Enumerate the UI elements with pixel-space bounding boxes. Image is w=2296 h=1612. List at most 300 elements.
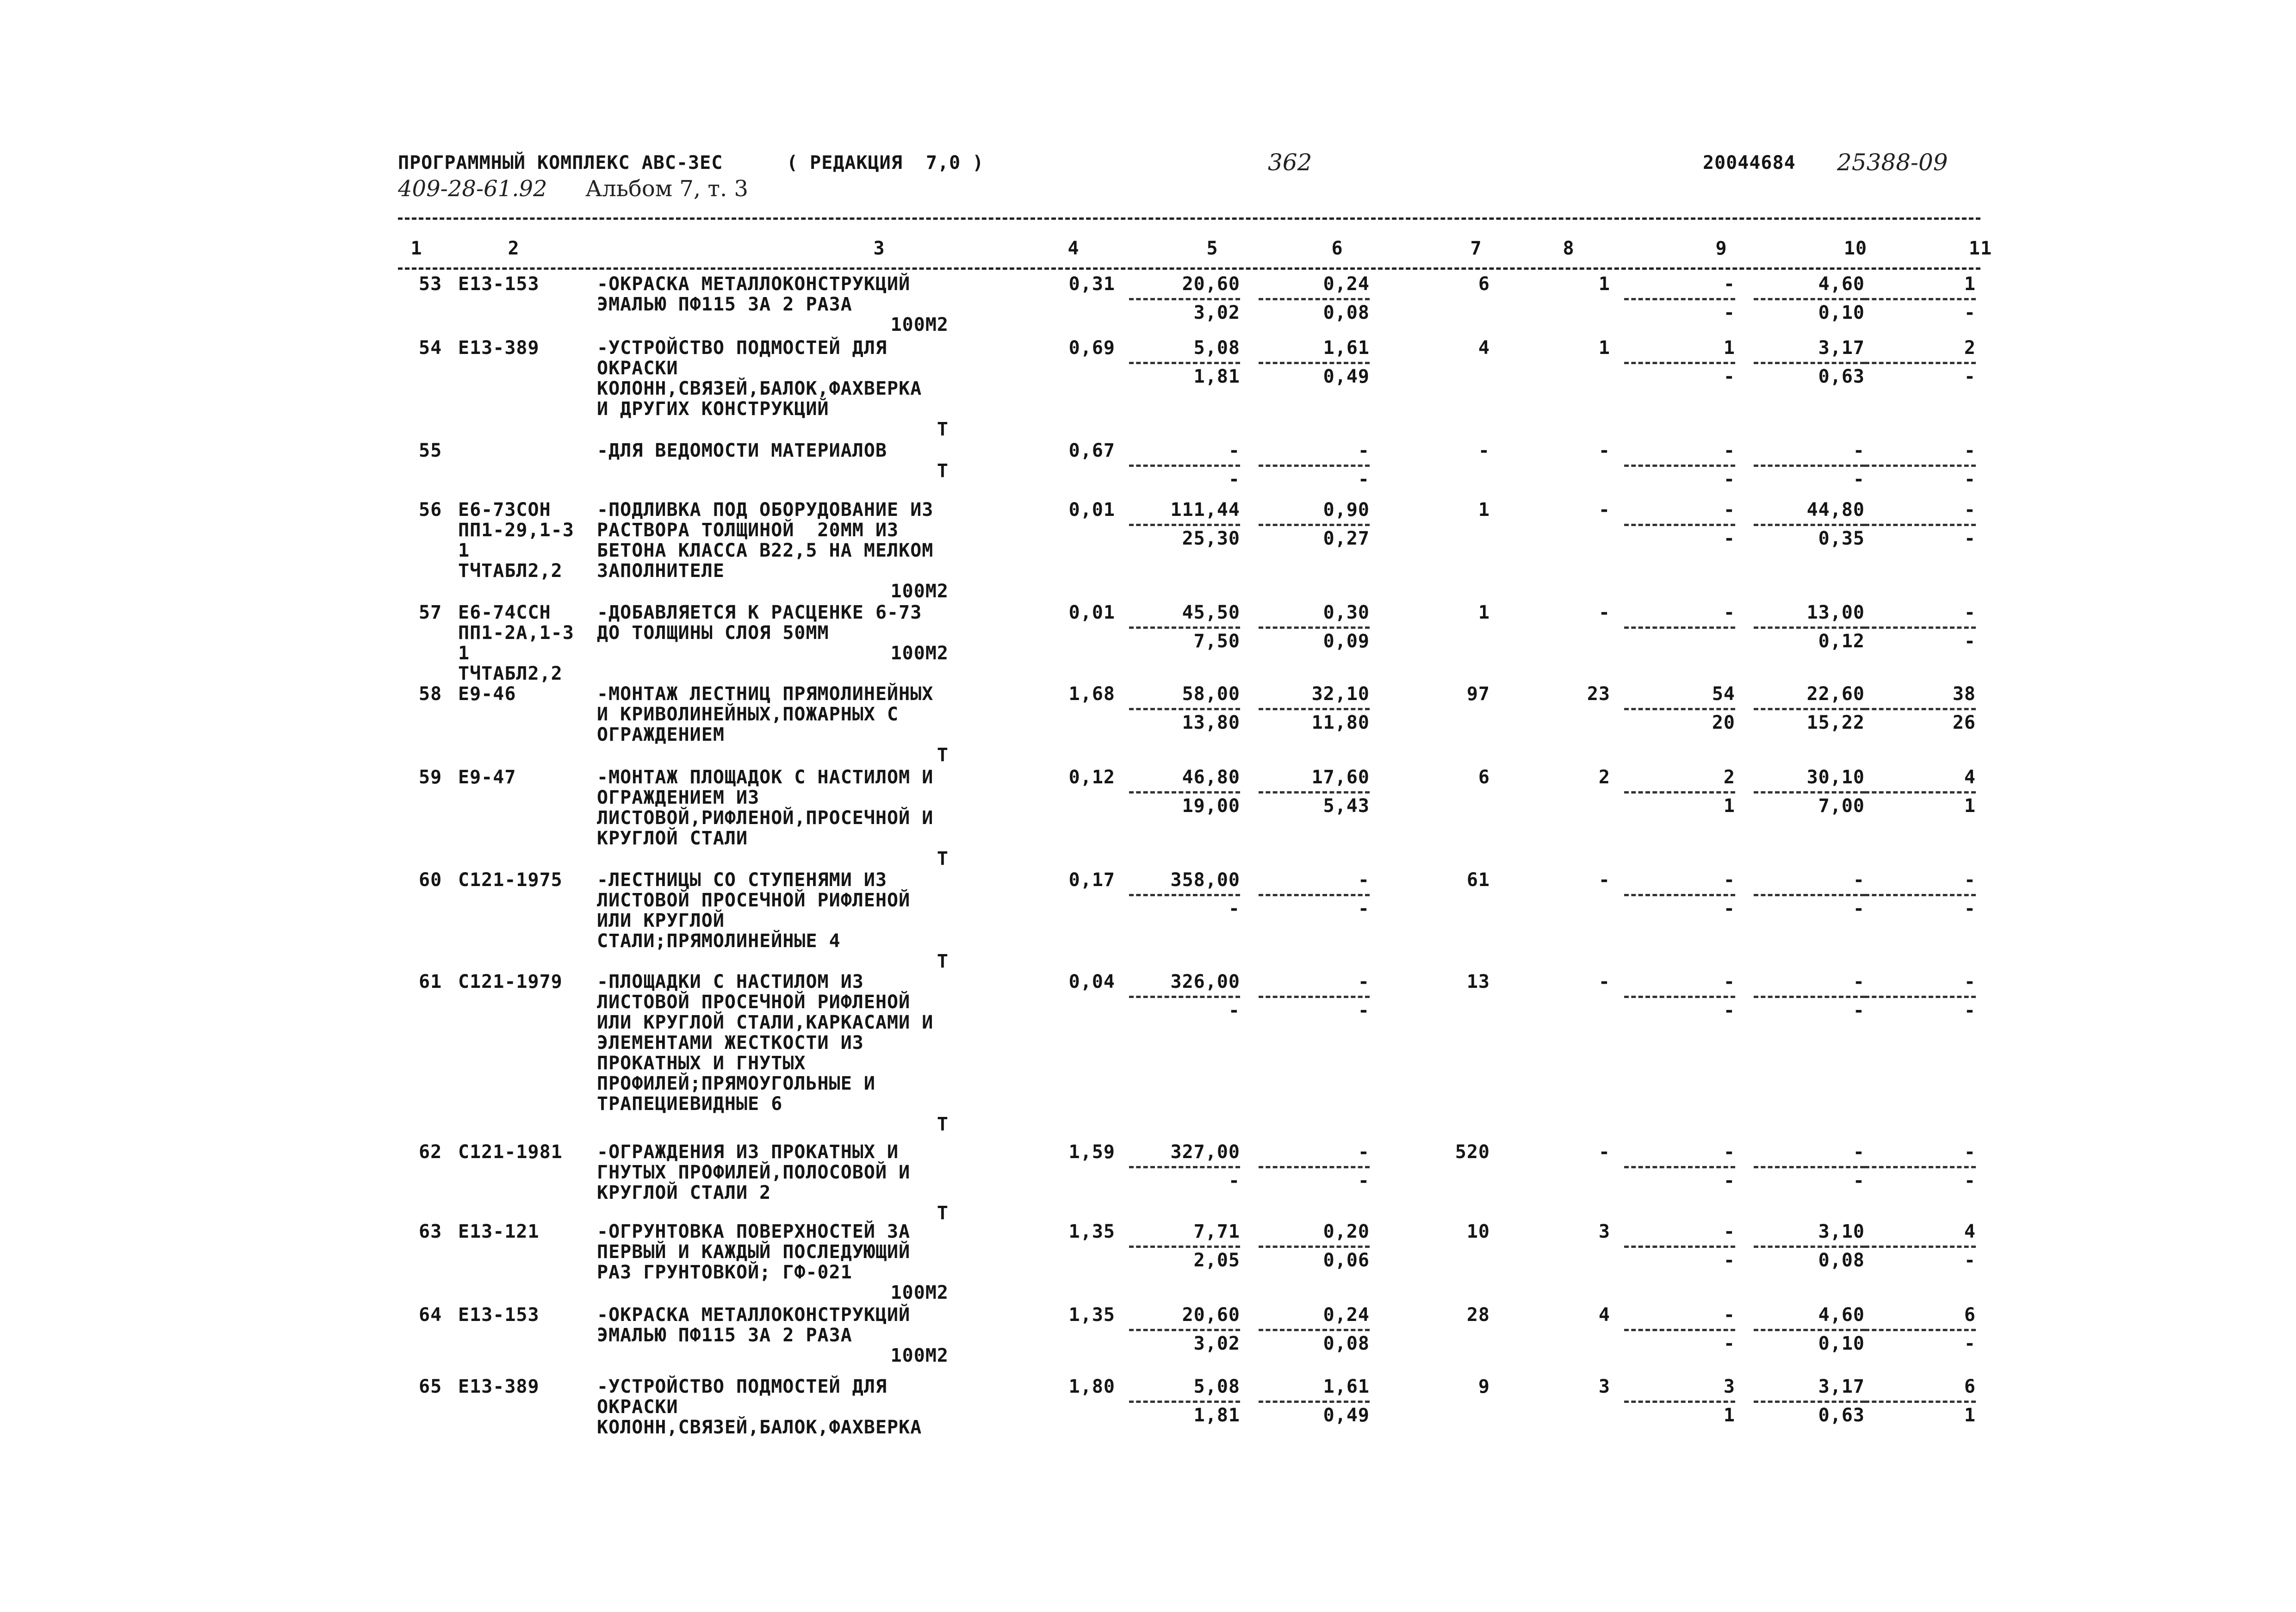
value-divider — [1754, 1246, 1865, 1248]
quantity: 0,31 — [1068, 273, 1115, 295]
work-description: -УСТРОЙСТВО ПОДМОСТЕЙ ДЛЯ — [597, 337, 887, 359]
value-c5-bottom: - — [1228, 469, 1240, 490]
value-c11-bottom: - — [1964, 1000, 1976, 1021]
value-divider — [1624, 1246, 1735, 1248]
quantity: 0,04 — [1068, 971, 1115, 992]
value-c8: - — [1598, 440, 1610, 461]
rate-code: ПП1-2А,1-3 — [458, 622, 574, 644]
value-c6-bottom: - — [1358, 1170, 1370, 1191]
value-divider — [1624, 524, 1735, 526]
value-c9-top: - — [1723, 971, 1735, 992]
value-divider — [1259, 791, 1370, 794]
row-number: 63 — [419, 1221, 442, 1242]
work-description: ЛИСТОВОЙ ПРОСЕЧНОЙ РИФЛЕНОЙ — [597, 890, 911, 911]
work-description: ОКРАСКИ — [597, 1396, 678, 1418]
value-c11-bottom: - — [1964, 469, 1976, 490]
value-c8: - — [1598, 1141, 1610, 1163]
value-c9-bottom: 1 — [1723, 795, 1735, 817]
row-number: 60 — [419, 869, 442, 891]
value-c9-top: - — [1723, 499, 1735, 521]
quantity: 0,01 — [1068, 602, 1115, 623]
value-c11-bottom: - — [1964, 528, 1976, 549]
value-c11-bottom: 1 — [1964, 795, 1976, 817]
value-c5-bottom: 1,81 — [1193, 366, 1240, 387]
value-c5-top: 5,08 — [1193, 337, 1240, 359]
value-divider — [1129, 1246, 1240, 1248]
value-c5-bottom: 25,30 — [1182, 528, 1240, 549]
value-c10-bottom: 0,63 — [1818, 366, 1865, 387]
value-divider — [1624, 626, 1735, 629]
work-description: -ПОДЛИВКА ПОД ОБОРУДОВАНИЕ ИЗ — [597, 499, 934, 521]
column-number-2: 2 — [508, 238, 520, 259]
value-divider — [1624, 996, 1735, 998]
value-c6-bottom: - — [1358, 1000, 1370, 1021]
work-description: ЗАПОЛНИТЕЛЕ — [597, 560, 725, 582]
value-divider — [1865, 996, 1976, 998]
work-description: -ОКРАСКА МЕТАЛЛОКОНСТРУКЦИЙ — [597, 1304, 911, 1326]
value-c6-top: 0,24 — [1323, 273, 1370, 295]
value-c11-top: - — [1964, 602, 1976, 623]
quantity: 0,69 — [1068, 337, 1115, 359]
value-divider — [1259, 1329, 1370, 1331]
value-divider — [1754, 1166, 1865, 1168]
value-divider — [1259, 465, 1370, 467]
value-c11-top: 4 — [1964, 767, 1976, 788]
doc-reference: 409-28-61.92 — [398, 176, 547, 202]
row-number: 64 — [419, 1304, 442, 1326]
unit-label: 100М2 — [890, 1345, 949, 1366]
value-divider — [1259, 298, 1370, 300]
value-c6-bottom: 0,08 — [1323, 302, 1370, 323]
value-c5-bottom: 1,81 — [1193, 1405, 1240, 1426]
value-divider — [1259, 996, 1370, 998]
value-c8: - — [1598, 499, 1610, 521]
rate-code: ТЧТАБЛ2,2 — [458, 663, 563, 684]
work-description: РАЗ ГРУНТОВКОЙ; ГФ-021 — [597, 1262, 852, 1283]
work-description: ПЕРВЫЙ И КАЖДЫЙ ПОСЛЕДУЮЩИЙ — [597, 1241, 911, 1263]
value-c6-bottom: 0,27 — [1323, 528, 1370, 549]
column-number-1: 1 — [410, 238, 422, 259]
value-c11-top: 2 — [1964, 337, 1976, 359]
value-c9-bottom: 1 — [1723, 1405, 1735, 1426]
value-c5-bottom: - — [1228, 898, 1240, 919]
row-number: 61 — [419, 971, 442, 992]
value-c5-bottom: - — [1228, 1000, 1240, 1021]
album-label: Альбом 7, т. 3 — [585, 176, 749, 202]
value-c11-top: - — [1964, 869, 1976, 891]
value-c10-top: 13,00 — [1806, 602, 1865, 623]
value-c5-top: 7,71 — [1193, 1221, 1240, 1242]
value-divider — [1129, 298, 1240, 300]
work-description: -МОНТАЖ ЛЕСТНИЦ ПРЯМОЛИНЕЙНЫХ — [597, 683, 934, 705]
sheet-code: 25388-09 — [1837, 149, 1948, 176]
value-c7: 6 — [1478, 767, 1490, 788]
value-c7: 4 — [1478, 337, 1490, 359]
work-description: -ПЛОЩАДКИ С НАСТИЛОМ ИЗ — [597, 971, 864, 992]
quantity: 0,01 — [1068, 499, 1115, 521]
rate-code: Е6-73СОН — [458, 499, 551, 521]
work-description: И КРИВОЛИНЕЙНЫХ,ПОЖАРНЫХ С — [597, 704, 899, 725]
row-number: 56 — [419, 499, 442, 521]
value-c10-bottom: 7,00 — [1818, 795, 1865, 817]
value-c9-top: - — [1723, 602, 1735, 623]
value-c10-bottom: - — [1853, 469, 1865, 490]
page-number: 362 — [1268, 149, 1312, 176]
value-c9-bottom: - — [1723, 1170, 1735, 1191]
value-divider — [1129, 894, 1240, 896]
value-c5-top: 111,44 — [1170, 499, 1240, 521]
row-number: 59 — [419, 767, 442, 788]
value-divider — [1865, 626, 1976, 629]
value-c10-top: - — [1853, 440, 1865, 461]
value-c7: 520 — [1455, 1141, 1490, 1163]
value-c8: 23 — [1587, 683, 1610, 705]
value-c7: 97 — [1466, 683, 1490, 705]
value-divider — [1624, 362, 1735, 364]
work-description: ГНУТЫХ ПРОФИЛЕЙ,ПОЛОСОВОЙ И — [597, 1162, 911, 1183]
unit-label: Т — [937, 1114, 949, 1135]
value-c6-bottom: 0,49 — [1323, 1405, 1370, 1426]
work-description: -ЛЕСТНИЦЫ СО СТУПЕНЯМИ ИЗ — [597, 869, 887, 891]
value-divider — [1865, 894, 1976, 896]
work-description: -МОНТАЖ ПЛОЩАДОК С НАСТИЛОМ И — [597, 767, 934, 788]
quantity: 0,17 — [1068, 869, 1115, 891]
value-divider — [1624, 894, 1735, 896]
value-divider — [1624, 1401, 1735, 1403]
value-divider — [1624, 465, 1735, 467]
value-c7: - — [1478, 440, 1490, 461]
value-divider — [1259, 524, 1370, 526]
row-number: 65 — [419, 1376, 442, 1397]
value-divider — [1865, 708, 1976, 710]
value-c9-top: 54 — [1712, 683, 1735, 705]
quantity: 0,12 — [1068, 767, 1115, 788]
value-c6-top: - — [1358, 869, 1370, 891]
value-c7: 28 — [1466, 1304, 1490, 1326]
value-divider — [1754, 465, 1865, 467]
value-c6-bottom: 11,80 — [1311, 712, 1370, 733]
value-c7: 1 — [1478, 499, 1490, 521]
work-description: И ДРУГИХ КОНСТРУКЦИЙ — [597, 398, 829, 420]
value-c6-bottom: - — [1358, 898, 1370, 919]
work-description: КОЛОНН,СВЯЗЕЙ,БАЛОК,ФАХВЕРКА — [597, 378, 922, 399]
work-description: ЛИСТОВОЙ,РИФЛЕНОЙ,ПРОСЕЧНОЙ И — [597, 807, 934, 829]
value-c6-top: - — [1358, 971, 1370, 992]
quantity: 1,35 — [1068, 1304, 1115, 1326]
value-divider — [1259, 1246, 1370, 1248]
value-c10-top: 4,60 — [1818, 1304, 1865, 1326]
unit-label: Т — [937, 951, 949, 972]
value-divider — [1865, 1246, 1976, 1248]
value-c5-top: 20,60 — [1182, 273, 1240, 295]
rate-code: С121-1979 — [458, 971, 563, 992]
work-description: ОГРАЖДЕНИЕМ — [597, 724, 725, 745]
value-c6-bottom: 5,43 — [1323, 795, 1370, 817]
rate-code: Е9-46 — [458, 683, 516, 705]
value-divider — [1129, 708, 1240, 710]
value-c11-bottom: - — [1964, 631, 1976, 652]
work-description: -ОГРУНТОВКА ПОВЕРХНОСТЕЙ ЗА — [597, 1221, 911, 1242]
value-c9-bottom: - — [1723, 898, 1735, 919]
value-divider — [1129, 1329, 1240, 1331]
value-divider — [1129, 791, 1240, 794]
value-c10-bottom: 0,08 — [1818, 1250, 1865, 1271]
unit-label: Т — [937, 744, 949, 766]
work-description: ТРАПЕЦИЕВИДНЫЕ 6 — [597, 1093, 783, 1115]
value-c9-top: 2 — [1723, 767, 1735, 788]
value-divider — [1259, 708, 1370, 710]
value-c8: - — [1598, 869, 1610, 891]
work-description: -УСТРОЙСТВО ПОДМОСТЕЙ ДЛЯ — [597, 1376, 887, 1397]
value-divider — [1865, 362, 1976, 364]
work-description: КОЛОНН,СВЯЗЕЙ,БАЛОК,ФАХВЕРКА — [597, 1417, 922, 1438]
value-c9-bottom: - — [1723, 1250, 1735, 1271]
value-c11-bottom: - — [1964, 1333, 1976, 1354]
header-rule-bottom — [398, 267, 1980, 270]
value-c11-top: - — [1964, 499, 1976, 521]
value-c5-bottom: 7,50 — [1193, 631, 1240, 652]
work-description: ЛИСТОВОЙ ПРОСЕЧНОЙ РИФЛЕНОЙ — [597, 992, 911, 1013]
value-divider — [1865, 465, 1976, 467]
quantity: 1,35 — [1068, 1221, 1115, 1242]
value-divider — [1259, 362, 1370, 364]
value-c6-bottom: 0,09 — [1323, 631, 1370, 652]
value-divider — [1754, 791, 1865, 794]
value-c6-bottom: 0,08 — [1323, 1333, 1370, 1354]
value-c11-top: 4 — [1964, 1221, 1976, 1242]
value-c5-bottom: 19,00 — [1182, 795, 1240, 817]
value-c7: 9 — [1478, 1376, 1490, 1397]
row-number: 55 — [419, 440, 442, 461]
value-c6-top: 1,61 — [1323, 337, 1370, 359]
value-c7: 10 — [1466, 1221, 1490, 1242]
row-number: 62 — [419, 1141, 442, 1163]
value-c6-top: 0,90 — [1323, 499, 1370, 521]
value-c7: 13 — [1466, 971, 1490, 992]
value-c5-bottom: - — [1228, 1170, 1240, 1191]
value-divider — [1129, 1401, 1240, 1403]
value-divider — [1865, 1329, 1976, 1331]
rate-code: С121-1975 — [458, 869, 563, 891]
value-divider — [1259, 894, 1370, 896]
value-c8: 4 — [1598, 1304, 1610, 1326]
value-c9-bottom: - — [1723, 1333, 1735, 1354]
value-c6-top: 17,60 — [1311, 767, 1370, 788]
work-description: -ДЛЯ ВЕДОМОСТИ МАТЕРИАЛОВ — [597, 440, 887, 461]
value-divider — [1865, 1401, 1976, 1403]
value-divider — [1624, 791, 1735, 794]
value-c9-top: - — [1723, 440, 1735, 461]
column-number-4: 4 — [1067, 238, 1080, 259]
work-description: БЕТОНА КЛАССА В22,5 НА МЕЛКОМ — [597, 540, 934, 561]
value-divider — [1129, 524, 1240, 526]
value-c8: 3 — [1598, 1376, 1610, 1397]
column-number-5: 5 — [1206, 238, 1218, 259]
value-divider — [1754, 626, 1865, 629]
column-number-7: 7 — [1470, 238, 1482, 259]
value-c8: 2 — [1598, 767, 1610, 788]
value-c11-top: 38 — [1952, 683, 1976, 705]
unit-label: 100М2 — [890, 581, 949, 602]
value-divider — [1129, 1166, 1240, 1168]
rate-code: Е13-389 — [458, 337, 540, 359]
value-c10-top: - — [1853, 1141, 1865, 1163]
value-c5-top: 58,00 — [1182, 683, 1240, 705]
rate-code: Е13-121 — [458, 1221, 540, 1242]
value-c11-top: 6 — [1964, 1304, 1976, 1326]
header-rule-top — [398, 217, 1980, 220]
value-c9-bottom: - — [1723, 469, 1735, 490]
value-divider — [1754, 894, 1865, 896]
value-c5-top: 326,00 — [1170, 971, 1240, 992]
code-number: 20044684 — [1703, 152, 1796, 174]
value-c9-bottom: - — [1723, 528, 1735, 549]
value-divider — [1129, 996, 1240, 998]
value-c9-bottom: 20 — [1712, 712, 1735, 733]
value-c6-top: 0,20 — [1323, 1221, 1370, 1242]
value-c10-bottom: - — [1853, 1170, 1865, 1191]
unit-label: 100М2 — [890, 1282, 949, 1303]
row-number: 58 — [419, 683, 442, 705]
value-c10-top: 44,80 — [1806, 499, 1865, 521]
value-c6-bottom: 0,06 — [1323, 1250, 1370, 1271]
value-divider — [1754, 298, 1865, 300]
work-description: ЭЛЕМЕНТАМИ ЖЕСТКОСТИ ИЗ — [597, 1032, 864, 1054]
column-number-9: 9 — [1715, 238, 1727, 259]
quantity: 1,68 — [1068, 683, 1115, 705]
unit-label: Т — [937, 848, 949, 869]
rate-code: Е6-74ССН — [458, 602, 551, 623]
work-description: ОКРАСКИ — [597, 358, 678, 379]
value-c6-top: - — [1358, 440, 1370, 461]
rate-code: Е13-389 — [458, 1376, 540, 1397]
value-c10-bottom: 0,63 — [1818, 1405, 1865, 1426]
rate-code: Е13-153 — [458, 273, 540, 295]
work-description: ОГРАЖДЕНИЕМ ИЗ — [597, 787, 760, 808]
column-number-6: 6 — [1331, 238, 1343, 259]
unit-label: Т — [937, 460, 949, 482]
value-c8: 1 — [1598, 337, 1610, 359]
value-c8: 1 — [1598, 273, 1610, 295]
value-c9-top: - — [1723, 1141, 1735, 1163]
unit-label: Т — [937, 1203, 949, 1224]
work-description: -ОГРАЖДЕНИЯ ИЗ ПРОКАТНЫХ И — [597, 1141, 899, 1163]
value-divider — [1624, 708, 1735, 710]
value-divider — [1865, 524, 1976, 526]
rate-code: 1 — [458, 643, 470, 664]
value-c9-top: - — [1723, 1221, 1735, 1242]
value-c5-bottom: 3,02 — [1193, 302, 1240, 323]
value-divider — [1754, 1401, 1865, 1403]
value-c11-bottom: 26 — [1952, 712, 1976, 733]
work-description: КРУГЛОЙ СТАЛИ 2 — [597, 1182, 771, 1203]
value-divider — [1624, 298, 1735, 300]
value-divider — [1865, 1166, 1976, 1168]
value-c10-top: 22,60 — [1806, 683, 1865, 705]
value-c10-top: 3,17 — [1818, 337, 1865, 359]
value-divider — [1259, 1166, 1370, 1168]
quantity: 0,67 — [1068, 440, 1115, 461]
value-c6-bottom: 0,49 — [1323, 366, 1370, 387]
value-c6-bottom: - — [1358, 469, 1370, 490]
value-c11-top: 6 — [1964, 1376, 1976, 1397]
value-c5-top: 358,00 — [1170, 869, 1240, 891]
value-divider — [1624, 1166, 1735, 1168]
value-c10-bottom: - — [1853, 1000, 1865, 1021]
value-c6-top: 0,24 — [1323, 1304, 1370, 1326]
edition-label: ( РЕДАКЦИЯ 7,0 ) — [787, 152, 984, 174]
value-c9-top: - — [1723, 273, 1735, 295]
value-c5-top: 46,80 — [1182, 767, 1240, 788]
value-divider — [1129, 362, 1240, 364]
value-c11-bottom: - — [1964, 1170, 1976, 1191]
value-c10-bottom: 0,10 — [1818, 302, 1865, 323]
value-divider — [1865, 298, 1976, 300]
value-c5-top: - — [1228, 440, 1240, 461]
value-c10-top: 3,17 — [1818, 1376, 1865, 1397]
column-number-10: 10 — [1843, 238, 1868, 259]
value-c6-top: 32,10 — [1311, 683, 1370, 705]
value-divider — [1754, 708, 1865, 710]
value-c9-top: - — [1723, 869, 1735, 891]
value-c10-bottom: 15,22 — [1806, 712, 1865, 733]
value-c11-bottom: - — [1964, 898, 1976, 919]
work-description: ЭМАЛЬЮ ПФ115 ЗА 2 РАЗА — [597, 1325, 852, 1346]
value-c7: 61 — [1466, 869, 1490, 891]
value-c8: - — [1598, 971, 1610, 992]
value-c10-top: - — [1853, 869, 1865, 891]
value-divider — [1754, 524, 1865, 526]
rate-code: 1 — [458, 540, 470, 561]
unit-label: 100М2 — [890, 643, 949, 664]
quantity: 1,80 — [1068, 1376, 1115, 1397]
value-c5-top: 5,08 — [1193, 1376, 1240, 1397]
value-c5-bottom: 3,02 — [1193, 1333, 1240, 1354]
value-divider — [1754, 1329, 1865, 1331]
value-c6-top: 0,30 — [1323, 602, 1370, 623]
value-c10-bottom: 0,35 — [1818, 528, 1865, 549]
value-c10-bottom: - — [1853, 898, 1865, 919]
value-c7: 6 — [1478, 273, 1490, 295]
rate-code: С121-1981 — [458, 1141, 563, 1163]
row-number: 57 — [419, 602, 442, 623]
work-description: ПРОКАТНЫХ И ГНУТЫХ — [597, 1053, 806, 1074]
value-c11-top: - — [1964, 440, 1976, 461]
value-c10-top: - — [1853, 971, 1865, 992]
value-c8: 3 — [1598, 1221, 1610, 1242]
value-c5-top: 45,50 — [1182, 602, 1240, 623]
value-c11-top: - — [1964, 971, 1976, 992]
value-c5-top: 327,00 — [1170, 1141, 1240, 1163]
value-c5-bottom: 13,80 — [1182, 712, 1240, 733]
value-divider — [1129, 465, 1240, 467]
value-divider — [1129, 626, 1240, 629]
value-divider — [1754, 362, 1865, 364]
value-c11-top: 1 — [1964, 273, 1976, 295]
value-c9-top: - — [1723, 1304, 1735, 1326]
value-c6-top: 1,61 — [1323, 1376, 1370, 1397]
value-c10-top: 3,10 — [1818, 1221, 1865, 1242]
work-description: СТАЛИ;ПРЯМОЛИНЕЙНЫЕ 4 — [597, 930, 841, 952]
value-c11-bottom: - — [1964, 366, 1976, 387]
value-c10-bottom: 0,10 — [1818, 1333, 1865, 1354]
value-c11-bottom: 1 — [1964, 1405, 1976, 1426]
work-description: РАСТВОРА ТОЛЩИНОЙ 20ММ ИЗ — [597, 520, 899, 541]
value-c8: - — [1598, 602, 1610, 623]
value-c6-top: - — [1358, 1141, 1370, 1163]
value-c11-bottom: - — [1964, 1250, 1976, 1271]
value-c11-bottom: - — [1964, 302, 1976, 323]
